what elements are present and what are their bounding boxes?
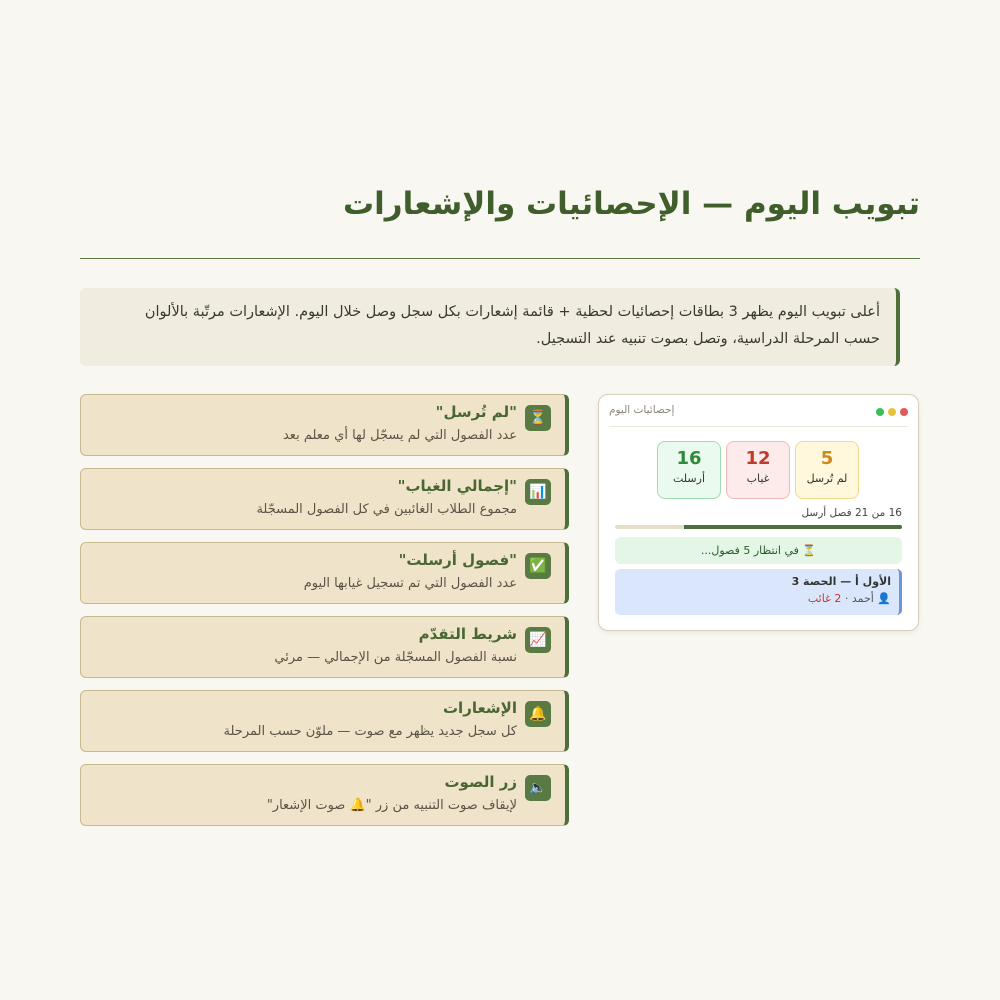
maximize-dot-icon [876, 408, 884, 416]
feature-description: لإيقاف صوت التنبيه من زر "🔔 صوت الإشعار" [266, 798, 517, 813]
feature-description: عدد الفصول التي تم تسجيل غيابها اليوم [303, 576, 517, 591]
progress-bar [615, 525, 902, 529]
stat-label: أرسلت [672, 472, 706, 485]
notification-student: 👤 أحمد · [841, 592, 891, 605]
feature-card [80, 690, 569, 752]
progress-text: 16 من 21 فصل أرسل [801, 507, 902, 519]
stat-card-not-sent [795, 441, 859, 499]
feature-description: مجموع الطلاب الغائبين في كل الفصول المسجّلة [256, 502, 517, 517]
feature-title: زر الصوت [444, 773, 517, 791]
feature-card [80, 394, 569, 456]
feature-description: عدد الفصول التي لم يسجّل لها أي معلم بعد [282, 428, 517, 443]
stat-label: لم تُرسل [806, 472, 848, 485]
stat-value: 5 [820, 448, 834, 469]
hourglass-icon: ⏳ [525, 405, 551, 431]
intro-line-2: حسب المرحلة الدراسية، وتصل بصوت تنبيه عند التسجيل. [536, 331, 880, 347]
feature-card [80, 468, 569, 530]
trend-chart-icon: 📈 [525, 627, 551, 653]
minimize-dot-icon [888, 408, 896, 416]
page-title: تبويب اليوم — الإحصائيات والإشعارات [343, 186, 920, 222]
stat-value: 12 [745, 448, 771, 469]
speaker-icon: 🔈 [525, 775, 551, 801]
stat-card-absences [726, 441, 790, 499]
stat-value: 16 [676, 448, 702, 469]
feature-list [80, 394, 569, 838]
bell-icon: 🔔 [525, 701, 551, 727]
waiting-banner: ⏳ في انتظار 5 فصول... [615, 537, 902, 564]
stats-panel-mockup [598, 394, 919, 631]
panel-title: إحصائيات اليوم [609, 404, 675, 416]
intro-box [80, 288, 900, 366]
window-controls [876, 408, 908, 416]
notification-absent-count: 2 غائب [807, 592, 842, 605]
title-divider [80, 258, 920, 259]
check-icon: ✅ [525, 553, 551, 579]
feature-card [80, 542, 569, 604]
feature-description: نسبة الفصول المسجّلة من الإجمالي — مرئي [274, 650, 517, 665]
bar-chart-icon: 📊 [525, 479, 551, 505]
notification-item[interactable] [615, 569, 902, 615]
feature-card [80, 616, 569, 678]
intro-line-1: أعلى تبويب اليوم يظهر 3 بطاقات إحصائيات لحظية + قائمة إشعارات بكل سجل وصل خلال اليوم. الإشعارات مرتّبة بالألوان [144, 304, 880, 320]
panel-divider [609, 426, 908, 427]
feature-title: "فصول أرسلت" [398, 551, 517, 569]
feature-title: "إجمالي الغياب" [397, 477, 517, 495]
feature-title: "لم تُرسل" [435, 403, 517, 421]
progress-fill [684, 525, 902, 529]
feature-card [80, 764, 569, 826]
feature-title: الإشعارات [442, 699, 517, 717]
close-dot-icon [900, 408, 908, 416]
feature-description: كل سجل جديد يظهر مع صوت — ملوّن حسب المرحلة [223, 724, 517, 739]
stat-label: غياب [746, 472, 770, 485]
notification-title: الأول أ — الحصة 3 [791, 575, 891, 588]
notification-detail [808, 592, 891, 605]
feature-title: شريط التقدّم [418, 625, 517, 643]
stat-card-sent [657, 441, 721, 499]
